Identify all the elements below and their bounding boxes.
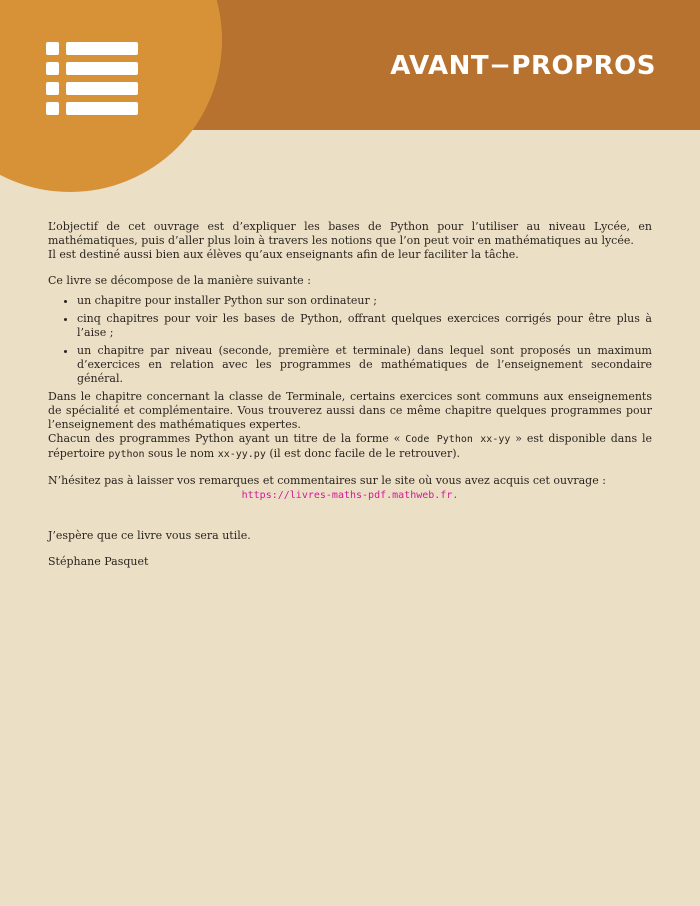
intro-paragraph xyxy=(48,220,652,262)
python-folder-name: python xyxy=(108,449,145,460)
file-name-format: xx-yy.py xyxy=(217,449,266,460)
signature: Stéphane Pasquet xyxy=(48,555,149,568)
terminale-paragraph: Dans le chapitre concernant la classe de Terminale, certains exercices sont communs aux enseignements de spécialité et complémentaire. Vous trouverez aussi dans ce même chapitre quelques programmes pour l’enseignement des mathématiques expertes. Chacun des programmes Python ayant un titre de la forme « Code Python xx-yy » est disponible dans le répertoire python sous le nom xx-yy.py (il est donc facile de le retrouver). xyxy=(48,390,652,460)
website-link[interactable]: https://livres-maths-pdf.mathweb.fr xyxy=(241,490,453,501)
foreword-body xyxy=(48,220,652,569)
list-item: • un chapitre par niveau (seconde, première et terminale) dans lequel sont proposés un maximum d’exercices en relation avec les programmes de mathématiques de l’enseignement secondaire général. xyxy=(77,344,652,386)
website-line: https://livres-maths-pdf.mathweb.fr. xyxy=(241,490,459,501)
code-title-format: Code Python xx-yy xyxy=(405,434,511,445)
terminale-text: Dans le chapitre concernant la classe de Terminale, certains exercices sont communs aux enseignements de spécialité et complémentaire. Vous trouverez aussi dans ce même chapitre quelques programmes pour l’enseignement des mathématiques expertes. xyxy=(48,390,652,431)
intro-line-1: L’objectif de cet ouvrage est d’expliquer les bases de Python pour l’utiliser au niveau Lycée, en mathématiques, puis d’aller plus loin à travers les notions que l’on peut voir en mathématiques au lycée. xyxy=(48,220,652,247)
closing-line: J’espère que ce livre vous sera utile. xyxy=(48,529,251,542)
list-item: • cinq chapitres pour voir les bases de Python, offrant quelques exercices corrigés pour être plus à l’aise ; xyxy=(77,312,652,340)
remarks-paragraph: N’hésitez pas à laisser vos remarques et commentaires sur le site où vous avez acquis cet ouvrage : xyxy=(48,474,606,487)
list-icon xyxy=(46,42,138,116)
page-title: AVANT−PROPROS xyxy=(390,51,656,81)
structure-intro: Ce livre se décompose de la manière suivante : xyxy=(48,274,311,287)
intro-line-2: Il est destiné aussi bien aux élèves qu’aux enseignants afin de leur faciliter la tâche. xyxy=(48,248,519,261)
chapter-list xyxy=(48,294,652,386)
list-item: • un chapitre pour installer Python sur son ordinateur ; xyxy=(77,294,652,308)
